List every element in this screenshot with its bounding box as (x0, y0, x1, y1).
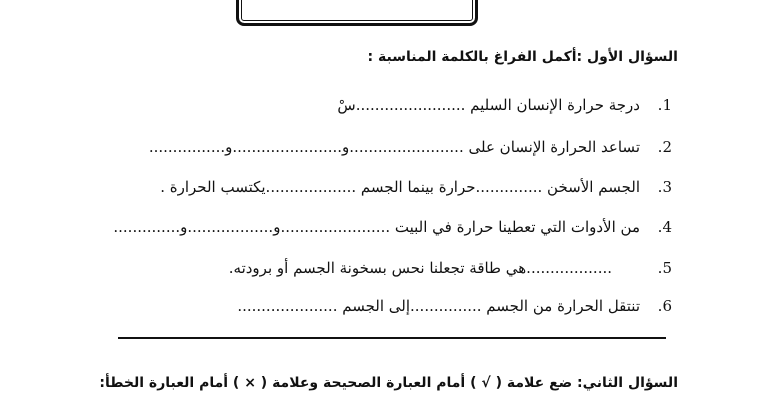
item-text: الجسم الأسخن ..............حرارة بينما الجسم ...................يكتسب الحرارة . (160, 178, 640, 196)
item-number: 2. (657, 138, 672, 156)
title-frame (236, 0, 478, 26)
item-number: 1. (657, 96, 672, 114)
section-divider (118, 337, 666, 339)
item-number: 6. (657, 297, 672, 315)
list-item (229, 257, 672, 279)
list-item (160, 176, 672, 198)
list-item (237, 295, 672, 317)
list-item (337, 94, 672, 116)
item-number: 4. (657, 218, 672, 236)
list-item (113, 216, 672, 238)
question-two-title: السؤال الثاني: ضع علامة ( √ ) أمام العبارة الصحيحة وعلامة ( × ) أمام العبارة الخطأ: (99, 375, 678, 391)
item-text: درجة حرارة الإنسان السليم .......................سْ (337, 96, 640, 114)
item-text: ..................هي طاقة تجعلنا نحس بسخونة الجسم أو برودته. (228, 259, 612, 277)
question-one-title: السؤال الأول :أكمل الفراغ بالكلمة المناسبة : (367, 49, 678, 65)
item-text: تساعد الحرارة الإنسان على ........................و.......................و................ (148, 138, 640, 156)
item-text: من الأدوات التي تعطينا حرارة في البيت .......................و..................و.............. (113, 218, 640, 236)
item-text: تنتقل الحرارة من الجسم ...............إلى الجسم ..................... (237, 297, 640, 315)
list-item (149, 136, 672, 158)
item-number: 5. (657, 259, 672, 277)
item-number: 3. (657, 178, 672, 196)
